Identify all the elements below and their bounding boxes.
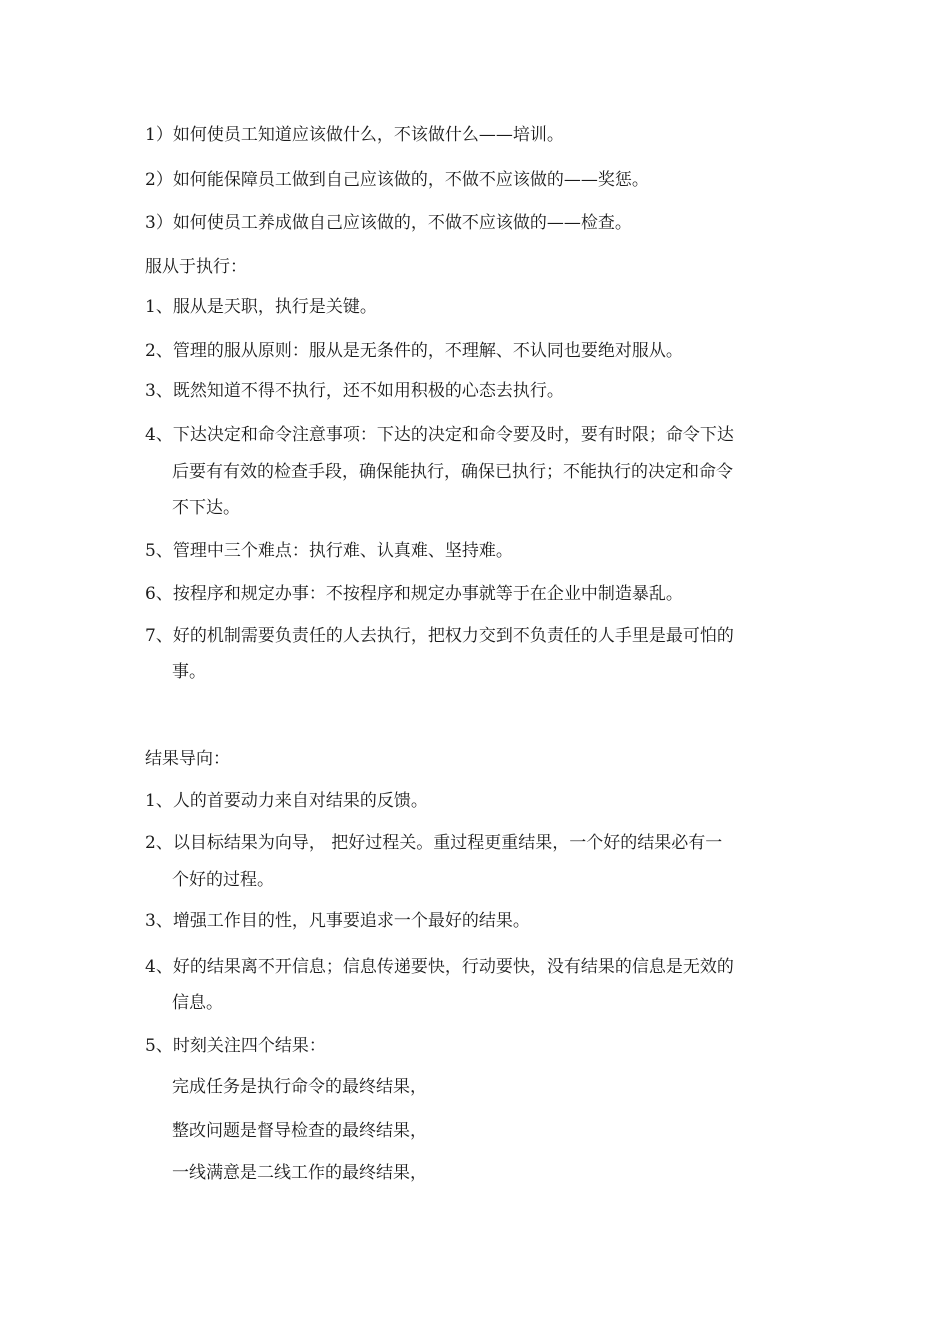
list-item: 5、管理中三个难点：执行难、认真难、坚持难。 — [145, 541, 513, 561]
section-heading: 结果导向： — [145, 749, 230, 769]
paragraph-line: 1）如何使员工知道应该做什么，不该做什么——培训。 — [145, 125, 564, 145]
list-item: 3、既然知道不得不执行，还不如用积极的心态去执行。 — [145, 381, 564, 401]
list-item: 4、好的结果离不开信息；信息传递要快，行动要快，没有结果的信息是无效的 — [145, 957, 734, 977]
section-heading: 服从于执行： — [145, 257, 247, 277]
list-item-continuation: 事。 — [172, 662, 206, 682]
list-item-continuation: 个好的过程。 — [172, 870, 274, 890]
list-item-continuation: 不下达。 — [172, 498, 240, 518]
paragraph-line: 3）如何使员工养成做自己应该做的，不做不应该做的——检查。 — [145, 213, 632, 233]
sub-item: 整改问题是督导检查的最终结果， — [172, 1121, 427, 1141]
list-item: 2、管理的服从原则：服从是无条件的，不理解、不认同也要绝对服从。 — [145, 341, 683, 361]
sub-item: 完成任务是执行命令的最终结果， — [172, 1077, 427, 1097]
list-item: 1、人的首要动力来自对结果的反馈。 — [145, 791, 428, 811]
list-item: 4、下达决定和命令注意事项：下达的决定和命令要及时，要有时限；命令下达 — [145, 425, 734, 445]
list-item: 3、增强工作目的性，凡事要追求一个最好的结果。 — [145, 911, 530, 931]
list-item-continuation: 后要有有效的检查手段，确保能执行，确保已执行；不能执行的决定和命令 — [172, 462, 733, 482]
list-item: 2、以目标结果为向导， 把好过程关。重过程更重结果，一个好的结果必有一 — [145, 833, 723, 853]
paragraph-line: 2）如何能保障员工做到自己应该做的，不做不应该做的——奖惩。 — [145, 170, 649, 190]
sub-item: 一线满意是二线工作的最终结果， — [172, 1163, 427, 1183]
list-item: 6、按程序和规定办事：不按程序和规定办事就等于在企业中制造暴乱。 — [145, 584, 683, 604]
list-item-continuation: 信息。 — [172, 993, 223, 1013]
list-item: 7、好的机制需要负责任的人去执行，把权力交到不负责任的人手里是最可怕的 — [145, 626, 734, 646]
list-item: 1、服从是天职，执行是关键。 — [145, 297, 377, 317]
list-item: 5、时刻关注四个结果： — [145, 1036, 326, 1056]
